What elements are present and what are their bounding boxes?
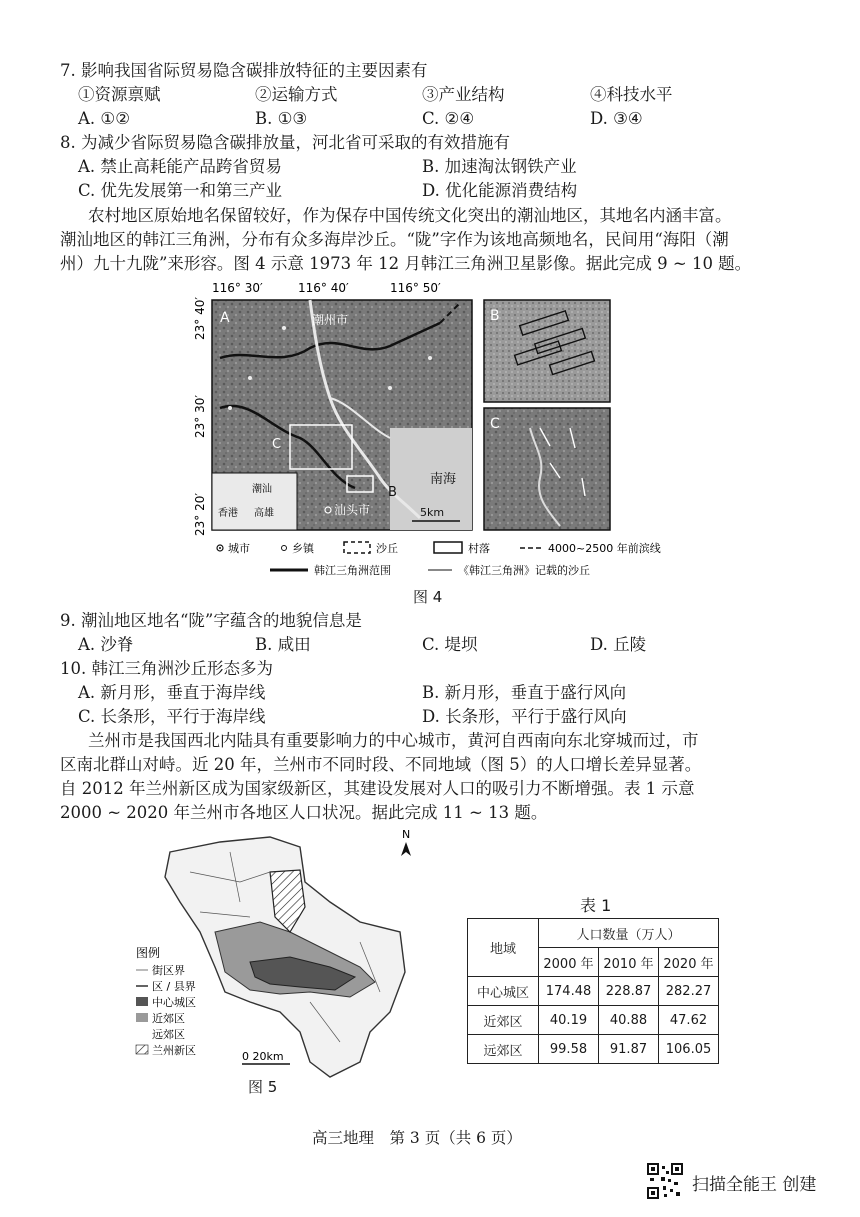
inset-c-label: C [272, 437, 282, 452]
lat-label-3: 23° 20′ [193, 492, 207, 536]
figure-4-map [190, 278, 720, 588]
lat-label-2: 23° 30′ [193, 394, 207, 438]
legend-new-area: 兰州新区 [152, 1044, 196, 1057]
q7-option-b: B. ①③ [255, 109, 308, 128]
passage1-line-3: 州）九十九陇”来形容。图 4 示意 1973 年 12 月韩江三角洲卫星影像。据此完成 9 ~ 10 题。 [60, 254, 752, 273]
table-row [468, 977, 719, 1006]
legend-dune-icon [344, 542, 370, 553]
scale-label: 0 20km [242, 1050, 284, 1063]
row-region: 远郊区 [468, 1035, 539, 1064]
q7-item-4: ④科技水平 [590, 85, 673, 104]
figure-4-caption: 图 4 [413, 588, 443, 606]
q7-item-3: ③产业结构 [422, 85, 505, 104]
city-shantou: 汕头市 [334, 503, 371, 517]
page-footer: 高三地理 第 3 页（共 6 页） [312, 1129, 522, 1147]
row-region: 近郊区 [468, 1006, 539, 1035]
figure-5-map [130, 822, 430, 1097]
q9-stem: 9. 潮汕地区地名“陇”字蕴含的地貌信息是 [60, 611, 362, 630]
legend-recorded-dune: 《韩江三角洲》记载的沙丘 [458, 564, 590, 577]
inset-b-label: B [388, 485, 397, 500]
north-label: N [402, 828, 411, 841]
q7-option-c: C. ②④ [422, 109, 475, 128]
lon-label-3: 116° 50′ [390, 281, 441, 295]
q8-option-a: A. 禁止高耗能产品跨省贸易 [78, 157, 282, 176]
table-row [468, 1035, 719, 1064]
town-marker [388, 386, 392, 390]
legend-county: 区 / 县界 [152, 980, 196, 993]
scale-label: 5km [420, 506, 445, 519]
locator-kaohsiung: 高雄 [254, 508, 274, 519]
lat-label-1: 23° 40′ [193, 296, 207, 340]
lon-label-1: 116° 30′ [212, 281, 263, 295]
legend-town-icon [282, 546, 287, 551]
panel-b-label: B [490, 308, 500, 324]
q9-option-b: B. 咸田 [255, 635, 311, 654]
legend-far: 远郊区 [152, 1028, 185, 1041]
legend-village-icon [434, 542, 462, 553]
row-region: 中心城区 [468, 977, 539, 1006]
q10-option-a: A. 新月形，垂直于海岸线 [78, 683, 266, 702]
legend-city: 城市 [228, 542, 250, 555]
legend-delta-range: 韩江三角洲范围 [314, 564, 391, 577]
q10-option-c: C. 长条形，平行于海岸线 [78, 707, 266, 726]
q9-option-c: C. 堤坝 [422, 635, 478, 654]
cell-value: 228.87 [599, 977, 659, 1006]
figure-5-caption: 图 5 [248, 1078, 278, 1096]
col-year-2010: 2010 年 [599, 948, 659, 977]
sea-label: 南海 [430, 472, 457, 487]
cell-value: 40.88 [599, 1006, 659, 1035]
legend-central: 中心城区 [152, 996, 196, 1009]
col-group: 人口数量（万人） [539, 919, 719, 948]
cell-value: 91.87 [599, 1035, 659, 1064]
panel-c-label: C [490, 416, 500, 432]
passage2-line-3: 自 2012 年兰州新区成为国家级新区，其建设发展对人口的吸引力不断增强。表 1 示意 [60, 779, 695, 798]
passage1-line-2: 潮汕地区的韩江三角洲，分布有众多海岸沙丘。“陇”字作为该地高频地名，民间用“海阳（潮 [60, 230, 729, 249]
watermark-text: 扫描全能王 创建 [692, 1175, 817, 1195]
panel-c-image [484, 408, 610, 530]
town-marker [428, 356, 432, 360]
cell-value: 174.48 [539, 977, 599, 1006]
table-1-title: 表 1 [580, 896, 612, 915]
q7-stem: 7. 影响我国省际贸易隐含碳排放特征的主要因素有 [60, 61, 428, 80]
col-year-2020: 2020 年 [659, 948, 719, 977]
cell-value: 40.19 [539, 1006, 599, 1035]
legend-shoreline: 4000~2500 年前滨线 [548, 542, 661, 555]
panel-a-label: A [220, 310, 230, 326]
table-row [468, 1006, 719, 1035]
q8-option-c: C. 优先发展第一和第三产业 [78, 181, 283, 200]
q7-item-2: ②运输方式 [255, 85, 338, 104]
passage1-line-1: 农村地区原始地名保留较好，作为保存中国传统文化突出的潮汕地区，其地名内涵丰富。 [88, 206, 732, 225]
legend-near: 近郊区 [152, 1012, 185, 1025]
legend-central-icon [136, 997, 148, 1006]
cell-value: 47.62 [659, 1006, 719, 1035]
q9-option-d: D. 丘陵 [590, 635, 647, 654]
passage2-line-4: 2000 ~ 2020 年兰州市各地区人口状况。据此完成 11 ~ 13 题。 [60, 803, 548, 822]
cell-value: 282.27 [659, 977, 719, 1006]
city-chaozhou: 潮州市 [312, 313, 349, 327]
q7-option-a: A. ①② [78, 109, 130, 128]
q7-item-1: ①资源禀赋 [78, 85, 161, 104]
q9-option-a: A. 沙脊 [78, 635, 134, 654]
q10-option-d: D. 长条形，平行于盛行风向 [422, 707, 627, 726]
cell-value: 99.58 [539, 1035, 599, 1064]
q8-stem: 8. 为减少省际贸易隐含碳排放量，河北省可采取的有效措施有 [60, 133, 510, 152]
town-marker [248, 376, 252, 380]
q8-option-b: B. 加速淘汰钢铁产业 [422, 157, 577, 176]
lon-label-2: 116° 40′ [298, 281, 349, 295]
q10-stem: 10. 韩江三角洲沙丘形态多为 [60, 659, 273, 678]
table-1 [467, 918, 719, 1064]
col-region: 地域 [468, 919, 539, 977]
legend-village: 村落 [468, 542, 490, 555]
legend-town: 乡镇 [292, 542, 314, 555]
q8-option-d: D. 优化能源消费结构 [422, 181, 578, 200]
q7-option-d: D. ③④ [590, 109, 643, 128]
col-year-2000: 2000 年 [539, 948, 599, 977]
town-marker [228, 406, 232, 410]
passage2-line-1: 兰州市是我国西北内陆具有重要影响力的中心城市，黄河自西南向东北穿城而过，市 [88, 731, 699, 750]
legend-dune: 沙丘 [376, 542, 398, 555]
town-marker [282, 326, 286, 330]
cell-value: 106.05 [659, 1035, 719, 1064]
locator-chaoshan: 潮汕 [252, 484, 272, 495]
legend-street: 街区界 [152, 964, 185, 977]
qr-code-icon [646, 1162, 684, 1200]
north-arrow-icon [401, 842, 411, 856]
locator-hk: 香港 [218, 508, 238, 519]
q10-option-b: B. 新月形，垂直于盛行风向 [422, 683, 627, 702]
locator-inset [212, 473, 297, 530]
legend-near-icon [136, 1013, 148, 1022]
legend-new-area-icon [136, 1045, 148, 1054]
passage2-line-2: 区南北群山对峙。近 20 年，兰州市不同时段、不同地域（图 5）的人口增长差异显著。 [60, 755, 702, 774]
legend-title: 图例 [136, 946, 161, 960]
